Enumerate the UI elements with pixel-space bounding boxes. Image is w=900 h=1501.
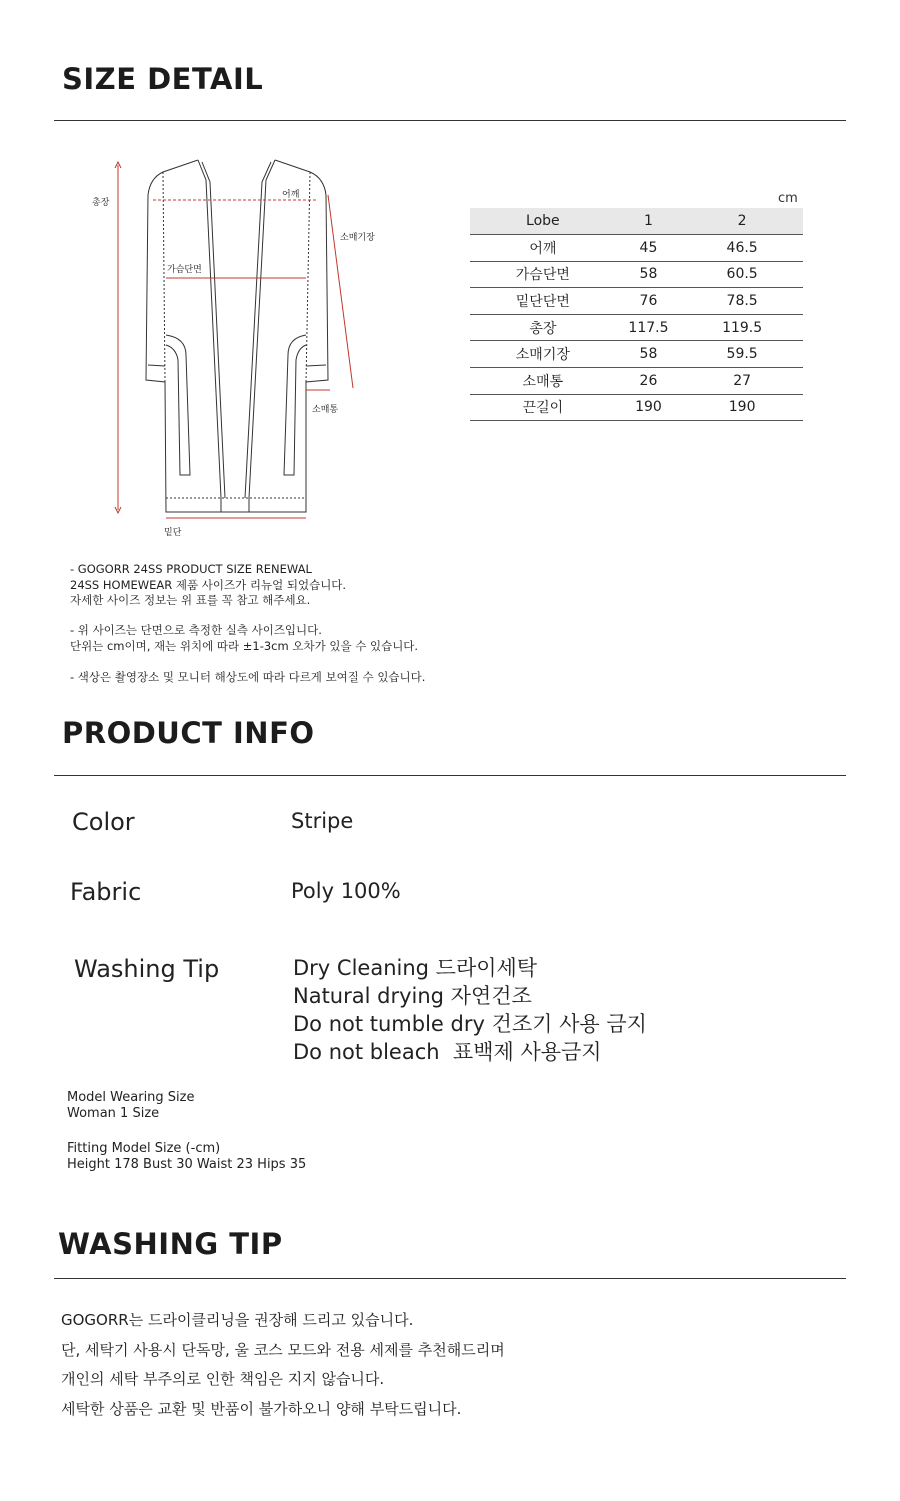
- row-size-2: 60.5: [681, 261, 803, 288]
- label-shoulder: 어깨: [282, 190, 300, 200]
- color-label: Color: [72, 808, 135, 836]
- header-size-2: 2: [681, 208, 803, 235]
- unit-label: cm: [778, 191, 798, 206]
- row-size-1: 117.5: [616, 314, 682, 341]
- washing-tip-text: [61, 1306, 505, 1424]
- size-notes-renewal: [70, 562, 346, 609]
- washing-tip-line: 단, 세탁기 사용시 단독망, 울 코스 모드와 전용 세제를 추천해드리며: [61, 1340, 505, 1359]
- header-lobe: Lobe: [470, 208, 616, 235]
- row-size-2: 59.5: [681, 341, 803, 368]
- model-line: Woman 1 Size: [67, 1106, 160, 1121]
- table-row: [470, 394, 803, 421]
- washing-line: Do not tumble dry 건조기 사용 금지: [293, 1012, 647, 1036]
- row-size-1: 26: [616, 368, 682, 395]
- size-notes-color: [70, 670, 425, 686]
- size-detail-divider: [54, 120, 846, 121]
- note-line: - GOGORR 24SS PRODUCT SIZE RENEWAL: [70, 562, 312, 576]
- color-value: Stripe: [291, 809, 354, 833]
- row-size-1: 76: [616, 288, 682, 315]
- header-size-1: 1: [616, 208, 682, 235]
- label-chest: 가슴단면: [167, 265, 202, 275]
- row-size-2: 46.5: [681, 235, 803, 262]
- note-line: - 위 사이즈는 단면으로 측정한 실측 사이즈입니다.: [70, 623, 322, 637]
- model-line: Fitting Model Size (-cm): [67, 1141, 221, 1156]
- washing-tip-line: GOGORR는 드라이클리닝을 권장해 드리고 있습니다.: [61, 1311, 414, 1329]
- row-size-2: 78.5: [681, 288, 803, 315]
- fabric-value: Poly 100%: [291, 879, 401, 903]
- washing-tip-title: WASHING TIP: [58, 1227, 283, 1261]
- washing-tip-divider: [54, 1278, 846, 1279]
- table-row: [470, 261, 803, 288]
- washing-line: Dry Cleaning 드라이세탁: [293, 956, 538, 980]
- fabric-label: Fabric: [70, 878, 142, 906]
- table-row: [470, 368, 803, 395]
- label-sleeve-width: 소매통: [312, 405, 339, 415]
- label-sleeve-length: 소매기장: [340, 233, 375, 243]
- washing-tip-line: 세탁한 상품은 교환 및 반품이 불가하오니 양해 부탁드립니다.: [61, 1399, 462, 1418]
- row-label: 가슴단면: [470, 261, 616, 288]
- table-row: [470, 314, 803, 341]
- row-label: 밑단단면: [470, 288, 616, 315]
- row-size-1: 58: [616, 341, 682, 368]
- note-line: 24SS HOMEWEAR 제품 사이즈가 리뉴얼 되었습니다.: [70, 577, 347, 592]
- size-table: [470, 208, 803, 421]
- note-line: - 색상은 촬영장소 및 모니터 해상도에 따라 다르게 보여질 수 있습니다.: [70, 670, 426, 684]
- fitting-model-size: [67, 1141, 306, 1173]
- row-size-2: 119.5: [681, 314, 803, 341]
- model-wearing-size: [67, 1090, 195, 1122]
- size-diagram: [78, 150, 398, 550]
- row-size-1: 190: [616, 394, 682, 421]
- row-size-2: 190: [681, 394, 803, 421]
- note-line: 단위는 cm이며, 재는 위치에 따라 ±1-3cm 오차가 있을 수 있습니다.: [70, 638, 419, 653]
- label-total-length: 총장: [92, 198, 110, 208]
- row-label: 끈길이: [470, 394, 616, 421]
- product-info-title: PRODUCT INFO: [62, 716, 315, 750]
- table-row: [470, 341, 803, 368]
- label-hem: 밑단: [164, 528, 182, 538]
- washing-line: Natural drying 자연건조: [293, 984, 532, 1008]
- size-detail-title: SIZE DETAIL: [62, 62, 264, 96]
- row-size-1: 58: [616, 261, 682, 288]
- row-label: 소매기장: [470, 341, 616, 368]
- table-row: [470, 288, 803, 315]
- model-line: Height 178 Bust 30 Waist 23 Hips 35: [67, 1157, 307, 1172]
- washing-label: Washing Tip: [74, 955, 220, 983]
- washing-line: Do not bleach 표백제 사용금지: [293, 1040, 602, 1064]
- product-info-divider: [54, 775, 846, 776]
- table-row: [470, 235, 803, 262]
- row-label: 총장: [470, 314, 616, 341]
- size-notes-measurement: [70, 623, 418, 654]
- row-label: 어깨: [470, 235, 616, 262]
- size-table-header-row: [470, 208, 803, 235]
- note-line: 자세한 사이즈 정보는 위 표를 꼭 참고 해주세요.: [70, 593, 311, 607]
- robe-illustration: [78, 150, 398, 550]
- row-size-1: 45: [616, 235, 682, 262]
- washing-instructions: [293, 954, 647, 1066]
- row-size-2: 27: [681, 368, 803, 395]
- row-label: 소매통: [470, 368, 616, 395]
- washing-tip-line: 개인의 세탁 부주의로 인한 책임은 지지 않습니다.: [61, 1370, 385, 1388]
- model-line: Model Wearing Size: [67, 1090, 195, 1105]
